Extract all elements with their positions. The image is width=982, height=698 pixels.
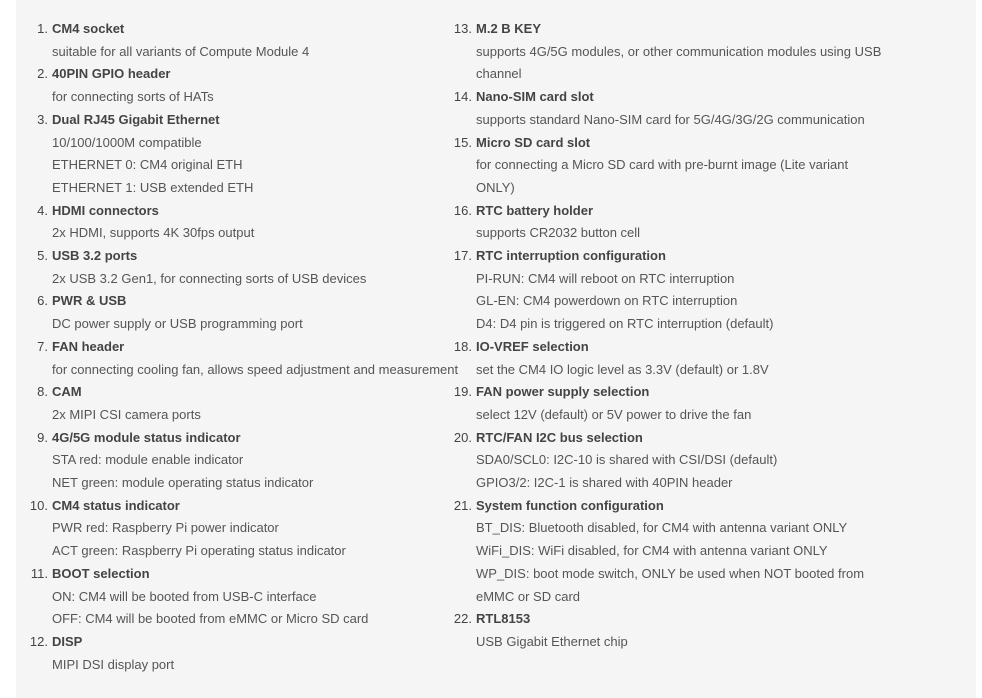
- item-description: NET green: module operating status indicator: [52, 475, 314, 491]
- component-list-panel: [16, 0, 976, 698]
- item-number: 8.: [37, 384, 48, 400]
- item-title: CM4 status indicator: [52, 497, 180, 513]
- item-title: CAM: [52, 384, 82, 400]
- item-title: 4G/5G module status indicator: [52, 429, 241, 445]
- item-description: set the CM4 IO logic level as 3.3V (default) or 1.8V: [476, 361, 769, 377]
- item-description: supports CR2032 button cell: [476, 225, 641, 241]
- item-title: Nano-SIM card slot: [476, 89, 594, 105]
- item-description: for connecting cooling fan, allows speed adjustment and measurement: [52, 361, 459, 377]
- item-description: supports standard Nano-SIM card for 5G/4G/3G/2G communication: [476, 111, 865, 127]
- item-description: SDA0/SCL0: I2C-10 is shared with CSI/DSI (default): [476, 452, 778, 468]
- component-item: [453, 427, 930, 495]
- component-item: [29, 631, 466, 676]
- item-title: M.2 B KEY: [476, 21, 542, 36]
- item-title: Micro SD card slot: [476, 134, 591, 150]
- item-description: ACT green: Raspberry Pi operating status indicator: [52, 543, 346, 559]
- component-item: [29, 495, 466, 563]
- item-title: RTL8153: [476, 611, 531, 627]
- item-number: 18.: [453, 338, 472, 354]
- component-item: [453, 608, 930, 653]
- component-item: [36, 245, 466, 290]
- item-description: PWR red: Raspberry Pi power indicator: [52, 520, 279, 536]
- item-title: Dual RJ45 Gigabit Ethernet: [52, 111, 220, 127]
- component-item: [36, 336, 466, 381]
- item-description: ONLY): [476, 179, 515, 195]
- item-description: MIPI DSI display port: [52, 656, 175, 672]
- component-item: [36, 290, 466, 335]
- item-title: FAN header: [52, 338, 125, 354]
- component-item: [36, 109, 466, 200]
- item-description: for connecting a Micro SD card with pre-burnt image (Lite variant: [476, 157, 849, 173]
- component-item: [36, 427, 466, 495]
- item-number: 13.: [453, 21, 472, 36]
- item-description: ETHERNET 1: USB extended ETH: [52, 179, 254, 195]
- item-description: suitable for all variants of Compute Module 4: [52, 43, 310, 59]
- item-number: 16.: [453, 202, 472, 218]
- item-number: 11.: [30, 565, 48, 581]
- component-item: [36, 200, 466, 245]
- item-number: 17.: [453, 248, 472, 264]
- item-number: 20.: [453, 429, 472, 445]
- item-number: 14.: [453, 89, 472, 105]
- item-description: GPIO3/2: I2C-1 is shared with 40PIN header: [476, 475, 733, 491]
- item-description: 10/100/1000M compatible: [52, 134, 202, 150]
- item-title: 40PIN GPIO header: [52, 66, 171, 82]
- item-description: 2x MIPI CSI camera ports: [52, 406, 201, 422]
- component-item: [36, 18, 466, 63]
- item-title: RTC battery holder: [476, 202, 594, 218]
- item-description: channel: [476, 66, 522, 82]
- item-number: 12.: [29, 633, 48, 649]
- item-title: USB 3.2 ports: [52, 248, 138, 264]
- component-item: [453, 200, 930, 245]
- item-number: 6.: [37, 293, 48, 309]
- item-description: ON: CM4 will be booted from USB-C interface: [52, 588, 317, 604]
- item-title: System function configuration: [476, 497, 664, 513]
- item-number: 10.: [29, 497, 48, 513]
- item-number: 21.: [453, 497, 472, 513]
- component-item: [30, 563, 466, 631]
- component-item: [453, 495, 930, 609]
- item-description: DC power supply or USB programming port: [52, 316, 303, 332]
- item-description: WiFi_DIS: WiFi disabled, for CM4 with antenna variant ONLY: [476, 543, 828, 559]
- item-title: CM4 socket: [52, 21, 125, 36]
- component-item: [453, 381, 930, 426]
- component-list-right: [453, 18, 930, 654]
- item-number: 19.: [453, 384, 472, 400]
- item-description: BT_DIS: Bluetooth disabled, for CM4 with antenna variant ONLY: [476, 520, 848, 536]
- item-number: 3.: [37, 111, 48, 127]
- item-description: 2x USB 3.2 Gen1, for connecting sorts of USB devices: [52, 270, 367, 286]
- item-number: 9.: [37, 429, 48, 445]
- item-title: DISP: [52, 633, 83, 649]
- component-item: [453, 336, 930, 381]
- item-description: 2x HDMI, supports 4K 30fps output: [52, 225, 255, 241]
- item-description: D4: D4 pin is triggered on RTC interruption (default): [476, 316, 774, 332]
- item-description: WP_DIS: boot mode switch, ONLY be used when NOT booted from: [476, 565, 865, 581]
- item-title: IO-VREF selection: [476, 338, 589, 354]
- item-number: 22.: [453, 611, 472, 627]
- item-number: 7.: [37, 338, 48, 354]
- component-item: [453, 18, 930, 86]
- item-title: RTC/FAN I2C bus selection: [476, 429, 643, 445]
- item-description: ETHERNET 0: CM4 original ETH: [52, 157, 243, 173]
- item-description: OFF: CM4 will be booted from eMMC or Micro SD card: [52, 611, 369, 627]
- item-description: STA red: module enable indicator: [52, 452, 244, 468]
- item-number: 4.: [37, 202, 48, 218]
- item-description: GL-EN: CM4 powerdown on RTC interruption: [476, 293, 738, 309]
- item-title: HDMI connectors: [52, 202, 159, 218]
- item-description: PI-RUN: CM4 will reboot on RTC interruption: [476, 270, 735, 286]
- item-title: PWR & USB: [52, 293, 127, 309]
- item-number: 1.: [37, 21, 48, 36]
- item-description: select 12V (default) or 5V power to drive the fan: [476, 406, 752, 422]
- item-title: RTC interruption configuration: [476, 248, 666, 264]
- item-number: 5.: [37, 248, 48, 264]
- item-title: FAN power supply selection: [476, 384, 650, 400]
- component-item: [453, 86, 930, 131]
- item-description: for connecting sorts of HATs: [52, 89, 214, 105]
- component-item: [453, 132, 930, 200]
- item-description: supports 4G/5G modules, or other communication modules using USB: [476, 43, 882, 59]
- item-number: 2.: [37, 66, 48, 82]
- component-list-left: [29, 18, 466, 676]
- component-item: [36, 63, 466, 108]
- item-description: eMMC or SD card: [476, 588, 581, 604]
- item-number: 15.: [453, 134, 472, 150]
- item-description: USB Gigabit Ethernet chip: [476, 633, 628, 649]
- component-item: [453, 245, 930, 336]
- component-item: [36, 381, 466, 426]
- item-title: BOOT selection: [52, 565, 150, 581]
